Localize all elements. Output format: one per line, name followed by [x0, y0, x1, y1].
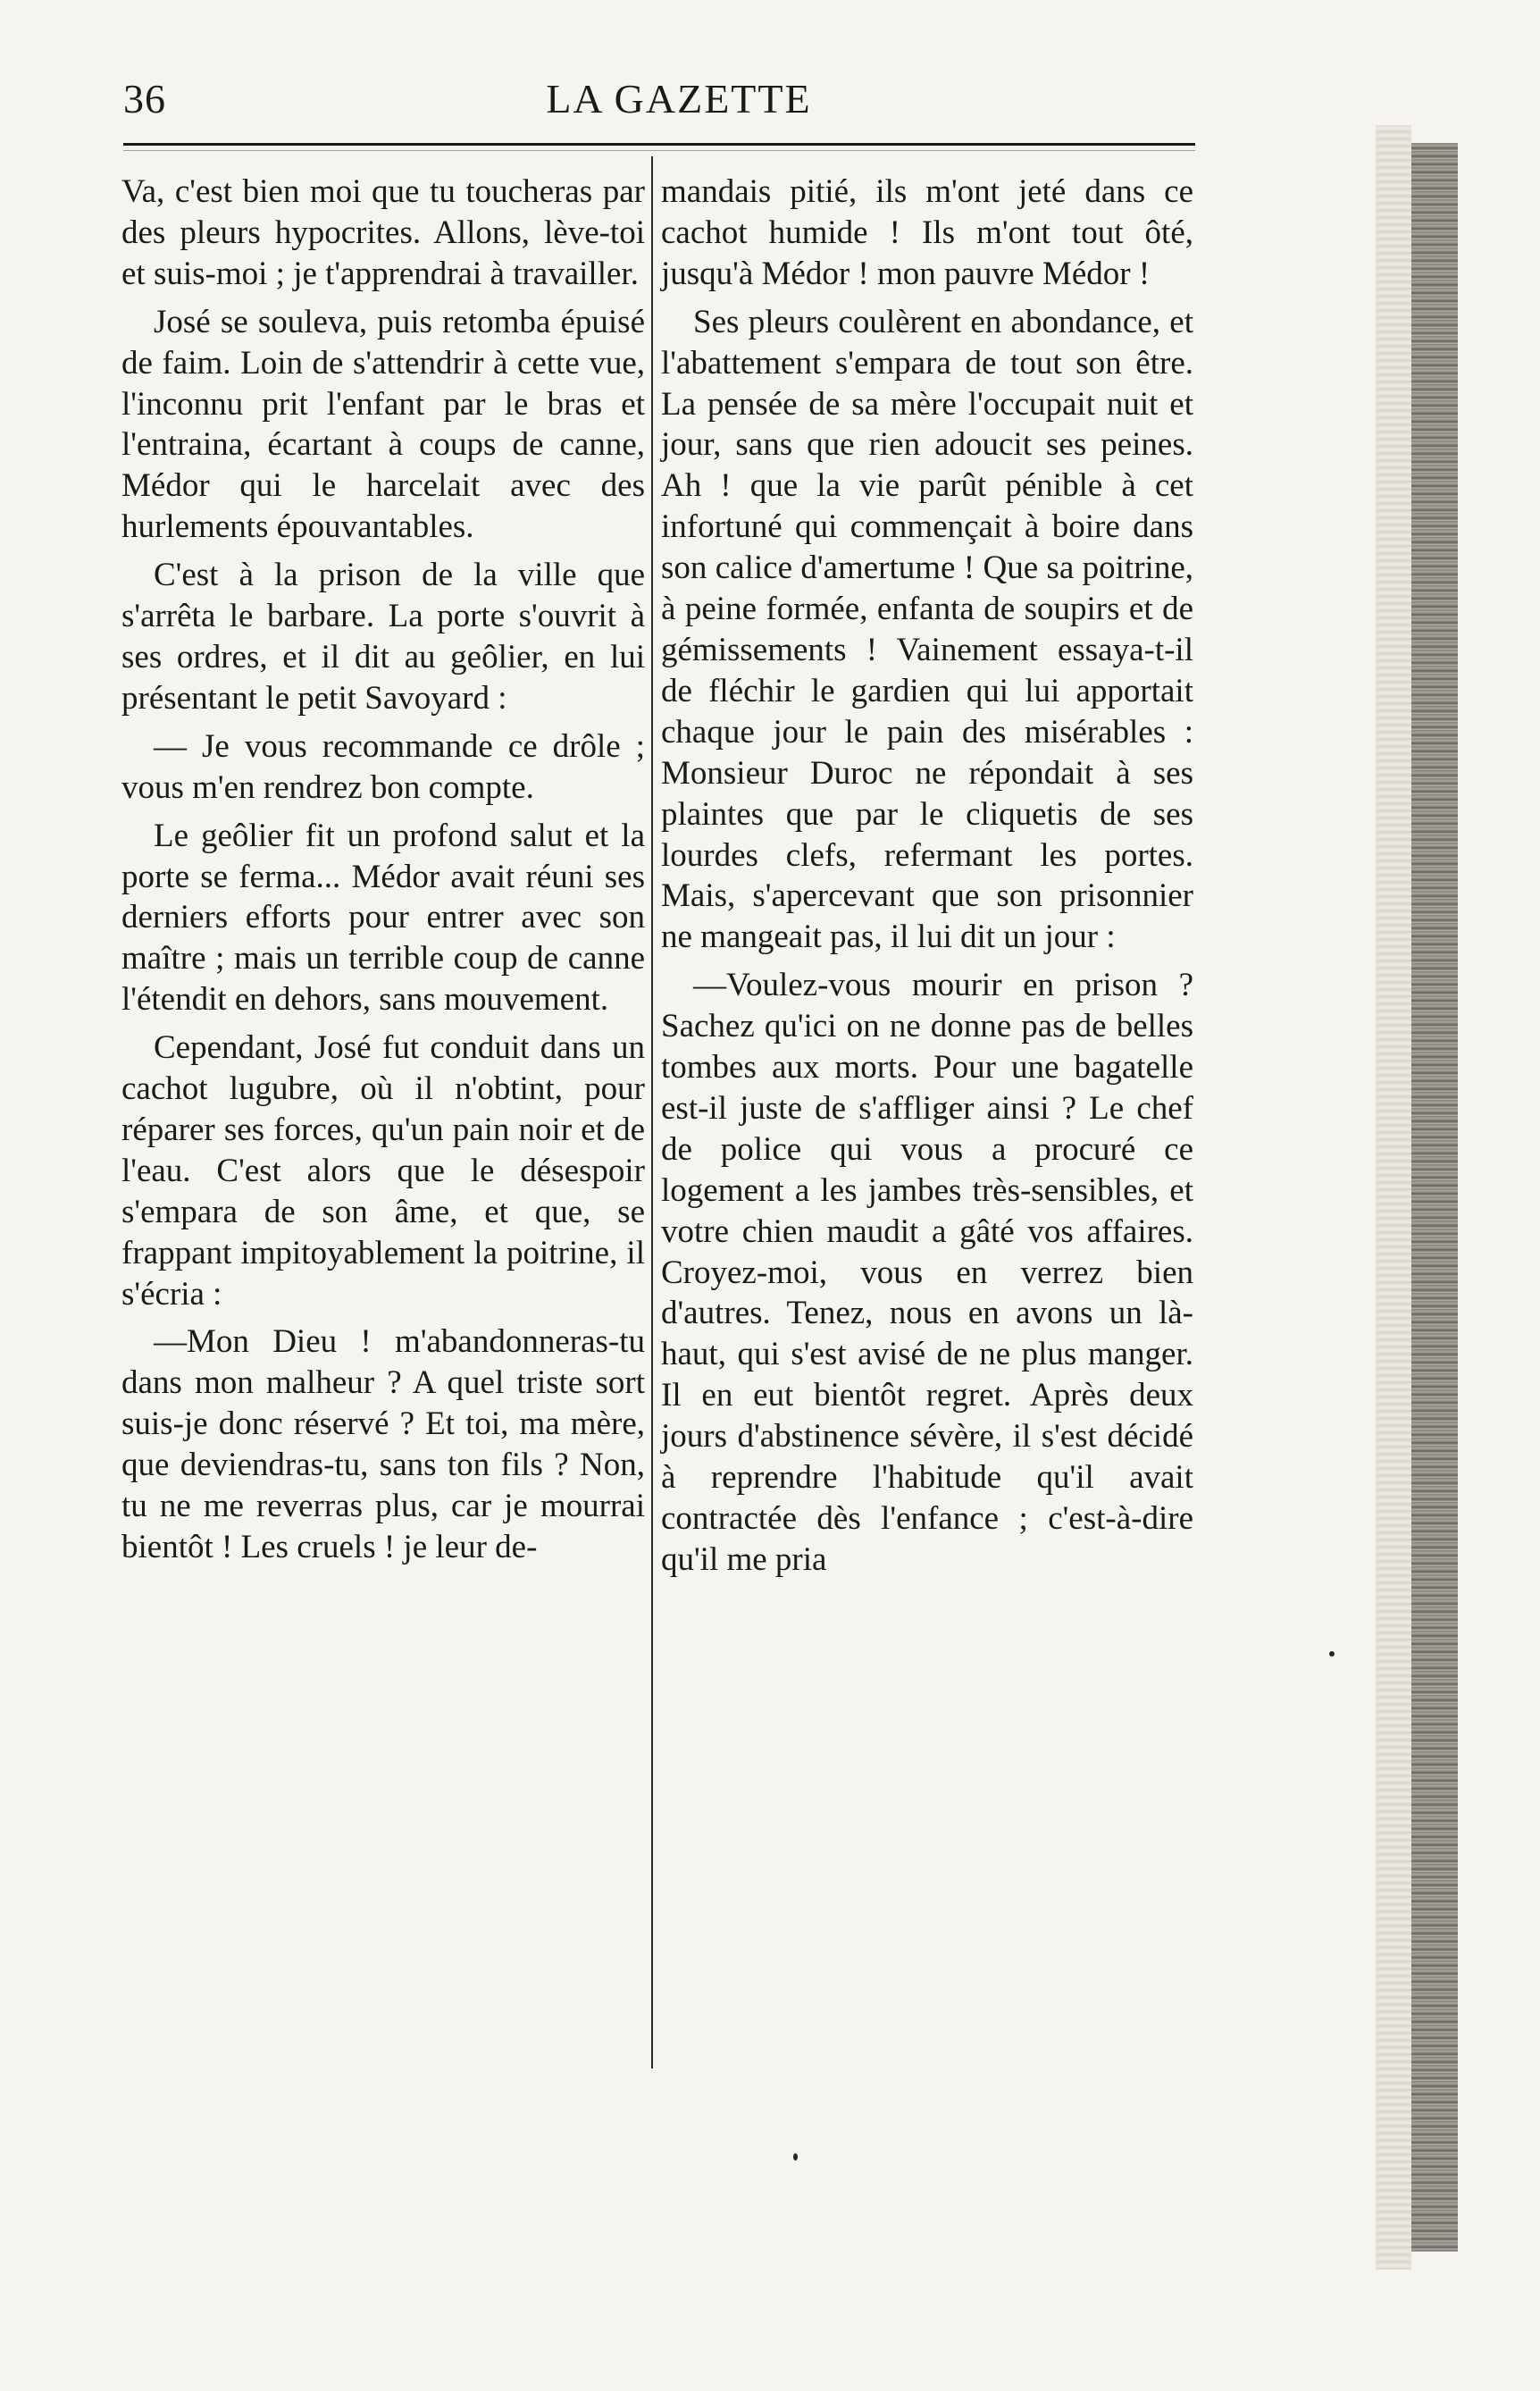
paragraph: C'est à la prison de la ville que s'arrêta le barbare. La porte s'ouvrit à ses ordres, et il dit au geôlier, en lui présentant le petit Savoyard : — [121, 557, 645, 717]
header-rule-thin — [123, 150, 1195, 151]
column-divider — [651, 156, 653, 2068]
ink-speck — [793, 2153, 798, 2160]
paragraph: Va, c'est bien moi que tu toucheras par des pleurs hypocrites. Allons, lève-toi et suis-moi ; je t'apprendrai à travailler. — [121, 173, 645, 292]
page-edge-shadow — [1376, 125, 1411, 2269]
paragraph: —Voulez-vous mourir en prison ? Sachez qu'ici on ne donne pas de belles tombes aux morts. Pour une bagatelle est-il juste de s'affliger ainsi ? Le chef de police qui vous a procuré ce logement a les jambes très-sensibles, et votre chien maudit a gâté vos affaires. Croyez-moi, vous en verrez bien d'autres. Tenez, nous en avons un là-haut, qui s'est avisé de ne plus manger. Il en eut bientôt regret. Après deux jours d'abstinence sévère, il s'est décidé à reprendre l'habitude qu'il avait contractée dès l'enfance ; c'est-à-dire qu'il me pria — [661, 967, 1193, 1578]
paragraph: mandais pitié, ils m'ont jeté dans ce cachot humide ! Ils m'ont tout ôté, jusqu'à Médor ! mon pauvre Médor ! — [661, 173, 1193, 292]
ink-speck — [1329, 1651, 1335, 1657]
page-edge-binding — [1411, 143, 1458, 2252]
paragraph: Cependant, José fut conduit dans un cachot lugubre, où il n'obtint, pour réparer ses forces, qu'un pain noir et de l'eau. C'est alors que le désespoir s'empara de son âme, et que, se frappant impitoyablement la poitrine, il s'écria : — [121, 1029, 645, 1313]
left-column — [121, 172, 645, 1575]
header-rule — [123, 143, 1195, 146]
paragraph: Le geôlier fit un profond salut et la porte se ferma... Médor avait réuni ses derniers efforts pour entrer avec son maître ; mais un terrible coup de canne l'étendit en dehors, sans mouvement. — [121, 817, 645, 1019]
right-column — [661, 172, 1193, 1588]
paragraph: — Je vous recommande ce drôle ; vous m'en rendrez bon compte. — [121, 727, 645, 806]
page-number: 36 — [123, 76, 166, 122]
paragraph: José se souleva, puis retomba épuisé de faim. Loin de s'attendrir à cette vue, l'inconnu prit l'enfant par le bras et l'entraina, écartant à coups de canne, Médor qui le harcelait avec des hurlements épouvantables. — [121, 303, 645, 546]
running-title: LA GAZETTE — [546, 76, 812, 122]
paragraph: —Mon Dieu ! m'abandonneras-tu dans mon malheur ? A quel triste sort suis-je donc réservé ? Et toi, ma mère, que deviendras-tu, sans ton fils ? Non, tu ne me reverras plus, car je mourrai bientôt ! Les cruels ! je leur de- — [121, 1323, 645, 1565]
paragraph: Ses pleurs coulèrent en abondance, et l'abattement s'empara de tout son être. La pensée de sa mère l'occupait nuit et jour, sans que rien adoucit ses peines. Ah ! que la vie parût pénible à cet infortuné qui commençait à boire dans son calice d'amertume ! Que sa poitrine, à peine formée, enfanta de soupirs et de gémissements ! Vainement essaya-t-il de fléchir le gardien qui lui apportait chaque jour le pain des misérables : Monsieur Duroc ne répondait à ses plaintes que par le cliquetis de ses lourdes clefs, refermant les portes. Mais, s'apercevant que son prisonnier ne mangeait pas, il lui dit un jour : — [661, 303, 1193, 956]
